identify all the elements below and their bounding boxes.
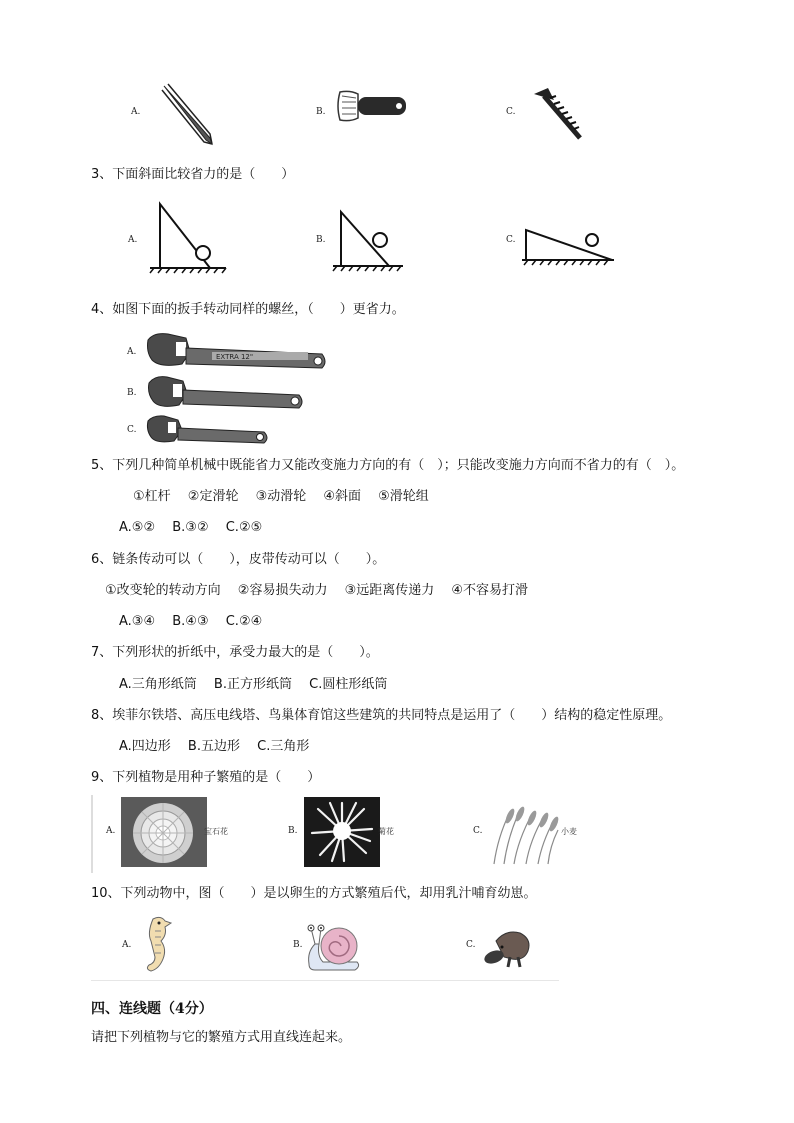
q7-choices: A.三角形纸筒 B.正方形纸筒 C.圆柱形纸筒 [119,677,388,692]
snail-icon [305,916,361,972]
q9-text: 9、下列植物是用种子繁殖的是（ ） [91,770,321,785]
wheat-photo-icon [488,806,560,864]
q9-option-b-caption: 菊花 [378,827,394,836]
q9-option-a-label: A. [106,826,116,836]
q5-choices: A.⑤② B.③② C.②⑤ [119,520,263,535]
q5-text: 5、下列几种简单机械中既能省力又能改变施力方向的有（ ）；只能改变施力方向而不省力的有（ ）。 [91,458,685,473]
q6-choices: A.③④ B.④③ C.②④ [119,614,263,629]
q8-text: 8、埃菲尔铁塔、高压电线塔、鸟巢体育馆这些建筑的共同特点是运用了（ ）结构的稳定性原理。 [91,708,672,723]
medium-wrench-icon [147,373,307,413]
q3-text: 3、下面斜面比较省力的是（ ） [91,167,295,182]
wrench-engraving: EXTRA 12" [216,353,254,361]
gentle-incline-icon [522,228,618,268]
q10-bottom-divider [91,980,559,981]
q9-option-c-label: C. [473,826,483,836]
q6-items: ①改变轮的转动方向 ②容易损失动力 ③远距离传递力 ④不容易打滑 [105,583,529,598]
q8-choices: A.四边形 B.五边形 C.三角形 [119,739,310,754]
q2-option-b-label: B. [316,107,326,117]
q3-option-c-label: C. [506,235,516,245]
q3-option-b-label: B. [316,235,326,245]
short-wrench-icon [146,413,272,447]
q9-option-b-label: B. [288,826,298,836]
section4-heading: 四、连线题（4分） [91,1001,213,1017]
q9-option-a-caption: 宝石花 [204,827,228,836]
seahorse-icon [141,915,175,977]
platypus-icon [482,921,534,971]
succulent-photo-icon [121,797,207,867]
q7-text: 7、下列形状的折纸中，承受力最大的是（ ）。 [91,645,379,660]
q5-items: ①杠杆 ②定滑轮 ③动滑轮 ④斜面 ⑤滑轮组 [133,489,429,504]
section4-instruction: 请把下列植物与它的繁殖方式用直线连起来。 [91,1030,352,1045]
q2-option-a-label: A. [131,107,141,117]
tweezers-icon [160,82,220,148]
long-wrench-icon [146,330,330,374]
q2-option-c-label: C. [506,107,516,117]
q10-option-b-label: B. [293,940,303,950]
q6-text: 6、链条传动可以（ ），皮带传动可以（ ）。 [91,552,386,567]
screw-icon [530,86,586,142]
medium-incline-icon [333,210,405,274]
q10-text: 10、下列动物中，图（ ）是以卵生的方式繁殖后代，却用乳汁哺育幼崽。 [91,886,537,901]
q4-option-a-label: A. [127,347,137,357]
q9-left-border [91,795,93,873]
q10-option-c-label: C. [466,940,476,950]
steep-incline-icon [150,202,230,274]
q3-option-a-label: A. [128,235,138,245]
bottle-opener-icon [336,88,408,124]
q4-option-c-label: C. [127,425,137,435]
q4-option-b-label: B. [127,388,137,398]
chrysanthemum-photo-icon [304,797,380,867]
q4-text: 4、如图下面的扳手转动同样的螺丝，（ ）更省力。 [91,302,405,317]
q10-option-a-label: A. [122,940,132,950]
q9-option-c-caption: 小麦 [561,827,577,836]
